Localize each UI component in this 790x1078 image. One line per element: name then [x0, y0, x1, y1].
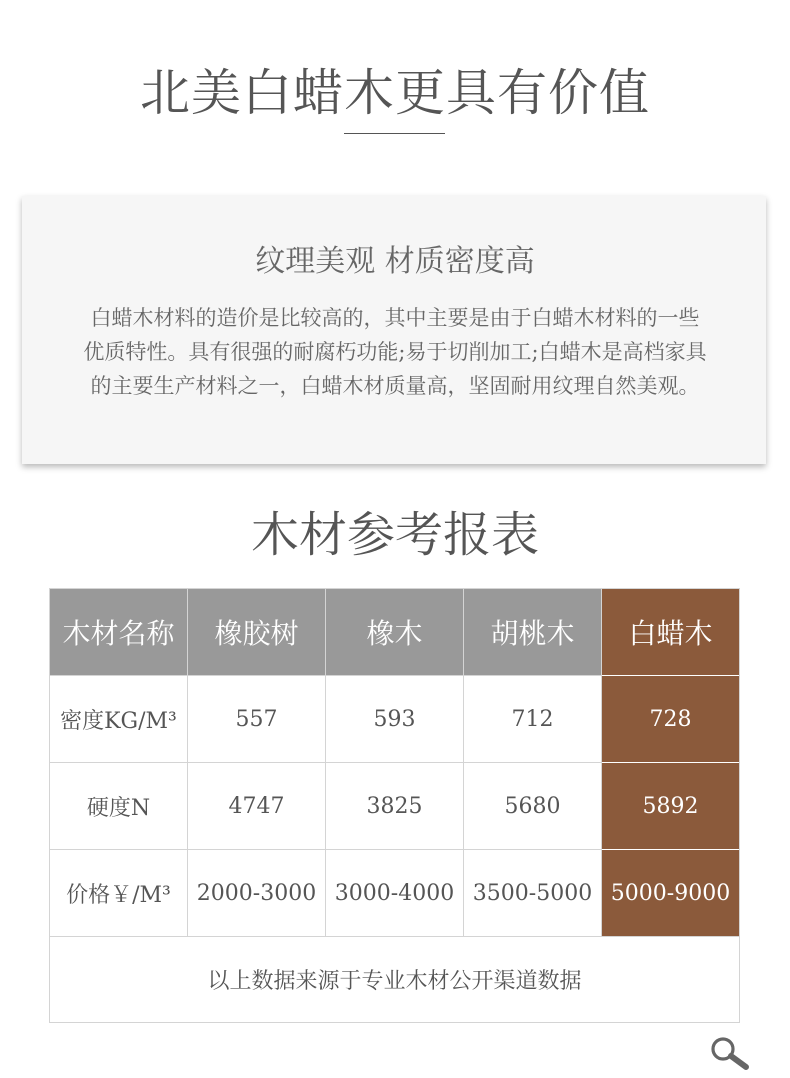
table-cell-highlight: 5892 [602, 763, 739, 849]
table-cell: 3500-5000 [464, 850, 601, 936]
header-cell-oak: 橡木 [326, 589, 463, 675]
table-title: 木材参考报表 [250, 507, 539, 563]
table-cell-highlight: 5000-9000 [602, 850, 739, 936]
header-cell-rubberwood: 橡胶树 [188, 589, 325, 675]
intro-text-line: 的主要生产材料之一，白蜡木材质量高，坚固耐用纹理自然美观。 [90, 374, 700, 398]
grid-line [50, 675, 602, 676]
grid-line [50, 762, 602, 763]
header-cell-ash: 白蜡木 [602, 589, 739, 675]
table-cell: 712 [464, 676, 601, 762]
table-cell: 3000-4000 [326, 850, 463, 936]
table-cell: 557 [188, 676, 325, 762]
title-underline [344, 133, 445, 134]
table-footnote: 以上数据来源于专业木材公开渠道数据 [50, 937, 739, 1022]
intro-heading: 纹理美观 材质密度高 [255, 244, 535, 279]
table-cell: 5680 [464, 763, 601, 849]
table-cell: 4747 [188, 763, 325, 849]
row-label-price: 价格￥/M³ [50, 850, 187, 936]
grid-line [50, 849, 602, 850]
intro-text-line: 优质特性。具有很强的耐腐朽功能;易于切削加工;白蜡木是高档家具 [83, 340, 707, 364]
grid-line [50, 936, 739, 937]
header-cell-walnut: 胡桃木 [464, 589, 601, 675]
table-cell: 3825 [326, 763, 463, 849]
table-cell: 2000-3000 [188, 850, 325, 936]
table-cell: 593 [326, 676, 463, 762]
price-table [49, 588, 740, 1023]
row-label-density: 密度KG/M³ [50, 676, 187, 762]
table-cell-highlight: 728 [602, 676, 739, 762]
intro-text-line: 白蜡木材料的造价是比较高的，其中主要是由于白蜡木材料的一些 [90, 306, 700, 330]
page-title: 北美白蜡木更具有价值 [140, 64, 650, 122]
search-icon[interactable] [708, 1034, 754, 1074]
header-cell-name: 木材名称 [50, 589, 187, 675]
row-label-hardness: 硬度N [50, 763, 187, 849]
